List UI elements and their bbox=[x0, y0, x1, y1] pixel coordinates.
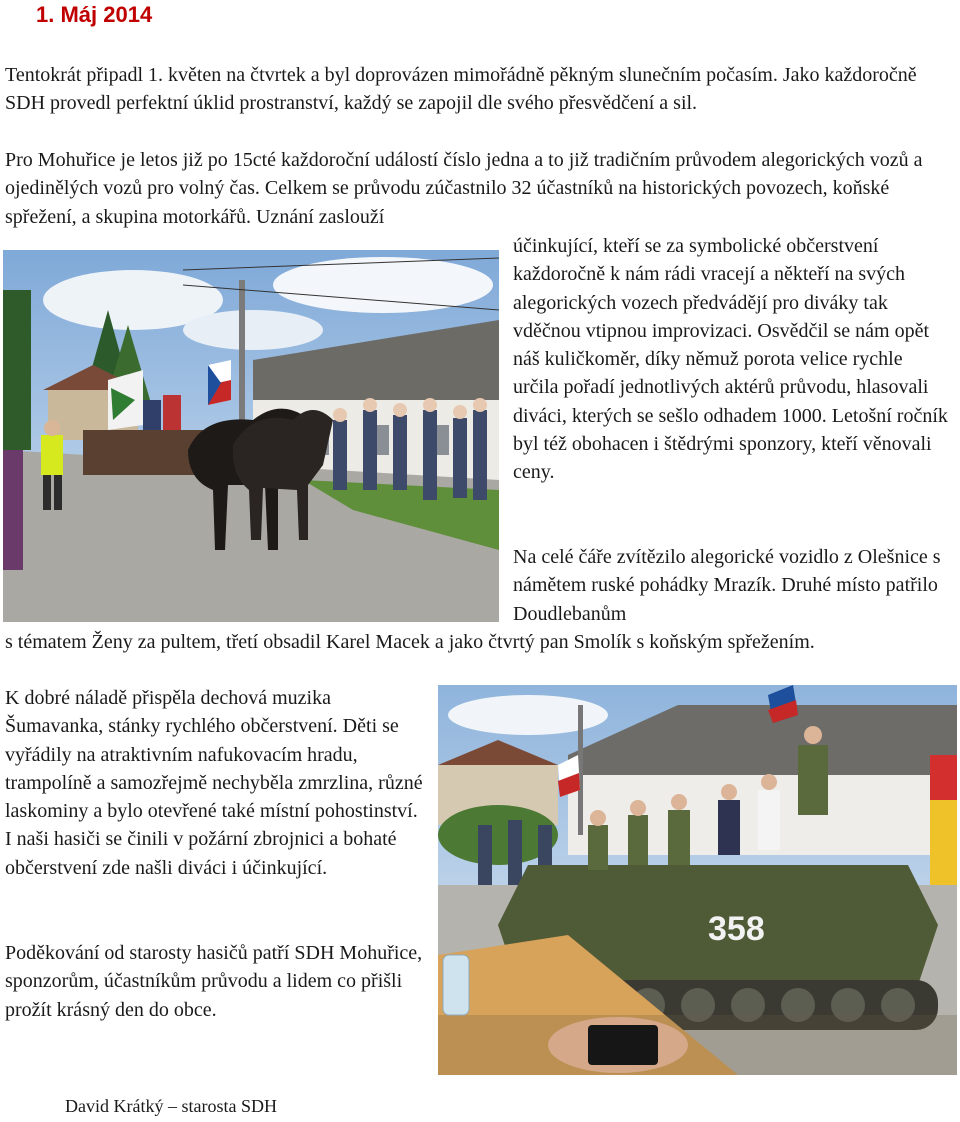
thanks-paragraph: Poděkování od starosty hasičů patří SDH Mohuřice, sponzorům, účastníkům průvodu a lidem co přišli prožít krásný den do obce. bbox=[5, 942, 423, 1021]
signature: David Krátký – starosta SDH bbox=[65, 1096, 277, 1116]
intro-paragraph: Tentokrát připadl 1. květen na čtvrtek a byl doprovázen mimořádně pěkným slunečním počasím. Jako každoročně SDH provedl perfektní úklid prostranství, každý se zapojil dle svého přesvědčení a sil. bbox=[5, 64, 917, 115]
winner-paragraph: Na celé čáře zvítězilo alegorické vozidlo z Olešnice s námětem ruské pohádky Mrazík. Druhé místo patřilo Doudlebanům bbox=[513, 546, 941, 625]
horse-carriage-photo bbox=[3, 250, 499, 622]
recognition-paragraph: účinkující, kteří se za symbolické občerstvení každoročně k nám rádi vracejí a někteří na svých alegorických vozech předvádějí pro diváky tak vděčnou vtipnou improvizaci. Osvědčil se nám opět náš kuličkoměr, díky němuž porota velice rychle určila pořadí jednotlivých aktérů průvodu, hlasovali diváci, kterých se sešlo odhadem 1000. Letošní ročník byl též obohacen i štědrými sponzory, kteří věnovali ceny. bbox=[513, 235, 948, 484]
page-title: 1. Máj 2014 bbox=[36, 2, 153, 27]
parade-paragraph: Pro Mohuřice je letos již po 15cté každoroční událostí číslo jedna a to již tradičním průvodem alegorických vozů a ojedinělých vozů pro volný čas. Celkem se průvodu zúčastnilo 32 účastníků na historických povozech, koňské spřežení, a skupina motorkářů. Uznání zaslouží bbox=[5, 149, 923, 228]
tank-number: 358 bbox=[708, 910, 765, 948]
winner-paragraph-continued: s tématem Ženy za pultem, třetí obsadil Karel Macek a jako čtvrtý pan Smolík s koňským spřežením. bbox=[5, 631, 815, 653]
tank-parade-photo bbox=[438, 685, 957, 1075]
mood-paragraph: K dobré náladě přispěla dechová muzika Šumavanka, stánky rychlého občerstvení. Děti se vyřádily na atraktivním nafukovacím hradu, trampolíně a samozřejmě nechyběla zmrzlina, různé laskominy a bylo otevřené také místní pohostinství. I naši hasiči se činili v požární zbrojnici a bohaté občerstvení zde našli diváci i účinkující. bbox=[5, 687, 423, 879]
